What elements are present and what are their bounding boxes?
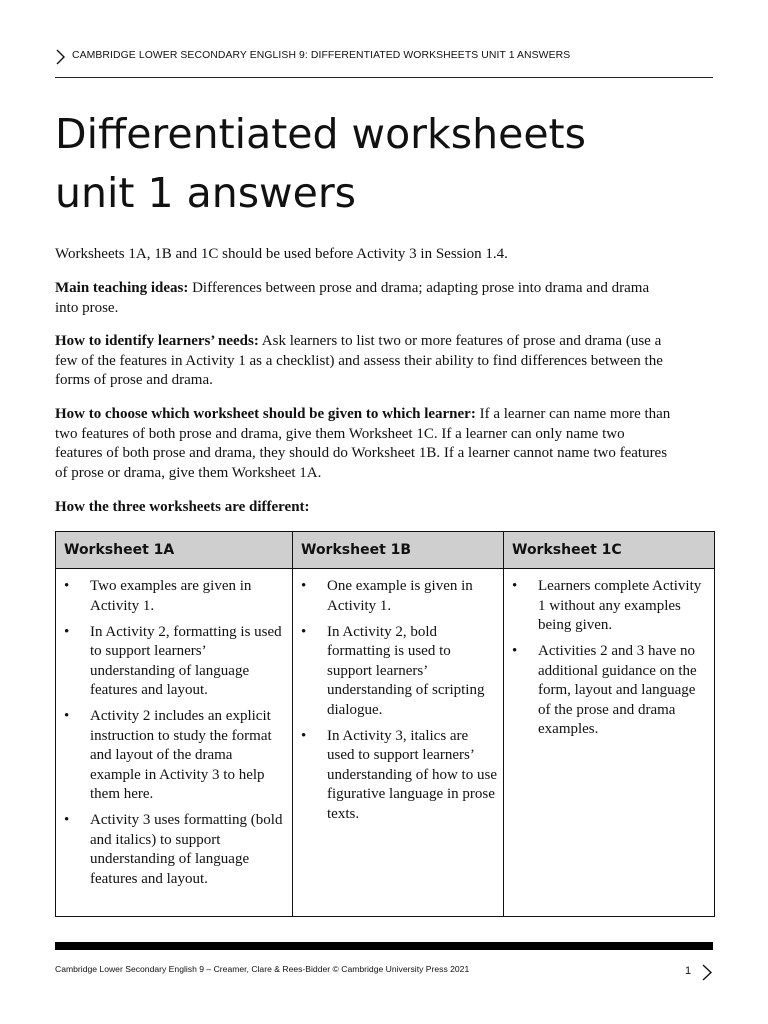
table-row xyxy=(56,569,715,917)
worksheet-1b-list xyxy=(301,577,497,824)
running-title: CAMBRIDGE LOWER SECONDARY ENGLISH 9: DIFFERENTIATED WORKSHEETS UNIT 1 ANSWERS xyxy=(72,50,571,61)
intro-paragraph: Worksheets 1A, 1B and 1C should be used before Activity 3 in Session 1.4. xyxy=(55,246,508,262)
bullet-icon: • xyxy=(301,727,307,744)
identify-needs-paragraph xyxy=(55,332,675,391)
header-worksheet-1a: Worksheet 1A xyxy=(56,532,293,569)
chevron-right-icon[interactable] xyxy=(701,964,713,981)
list-item: • Activities 2 and 3 have no additional guidance on the form, layout and language of the prose and drama examples. xyxy=(512,643,697,737)
bullet-icon: • xyxy=(64,812,70,828)
worksheet-comparison-table xyxy=(55,531,715,917)
list-item: • In Activity 2, formatting is used to support learners’ understanding of language features and layout. xyxy=(64,623,282,698)
page-title-line-1: Differentiated worksheets xyxy=(55,110,586,158)
bullet-icon: • xyxy=(64,623,70,640)
page-title xyxy=(55,105,715,223)
footer-citation: Cambridge Lower Secondary English 9 – Creamer, Clare & Rees-Bidder © Cambridge University Press 2021 xyxy=(55,964,470,974)
chevron-right-icon xyxy=(55,49,67,65)
header-worksheet-1c: Worksheet 1C xyxy=(504,532,715,569)
list-item: • Two examples are given in Activity 1. xyxy=(64,578,252,614)
list-item: • In Activity 3, italics are used to support learners’ understanding of how to use figurative language in prose texts. xyxy=(301,727,497,822)
bullet-icon: • xyxy=(512,643,518,659)
page-title-line-2: unit 1 answers xyxy=(55,169,357,217)
bullet-icon: • xyxy=(301,578,307,594)
bullet-icon: • xyxy=(301,623,307,640)
list-item: • Activity 3 uses formatting (bold and italics) to support understanding of language features and layout. xyxy=(64,812,283,887)
choose-worksheet-label: How to choose which worksheet should be given to which learner: xyxy=(55,406,476,422)
footer-rule xyxy=(55,942,713,950)
choose-worksheet-paragraph xyxy=(55,405,675,483)
worksheet-1c-list xyxy=(512,577,708,740)
list-item: • Learners complete Activity 1 without any examples being given. xyxy=(512,578,702,633)
header-worksheet-1b: Worksheet 1B xyxy=(293,532,504,569)
worksheet-1c-cell xyxy=(504,569,715,917)
table-header-row xyxy=(56,532,715,569)
identify-needs-text: Ask learners to list two or more features of prose and drama (use a few of the features in Activity 1 as a checklist) and assess their ability to find differences between the forms of prose and drama. xyxy=(55,333,663,388)
main-teaching-ideas-paragraph xyxy=(55,279,675,318)
choose-worksheet-text: If a learner can name more than two features of both prose and drama, give them Worksheet 1C. If a learner can only name two features of both prose and drama, they should do Worksheet 1B. If a learner cannot name two features of prose or drama, give them Worksheet 1A. xyxy=(55,406,671,481)
main-teaching-ideas-label: Main teaching ideas: xyxy=(55,280,189,296)
worksheet-1a-list xyxy=(64,577,286,889)
worksheet-1a-cell xyxy=(56,569,293,917)
bullet-icon: • xyxy=(64,708,70,724)
list-item: • Activity 2 includes an explicit instruction to study the format and layout of the drama example in Activity 3 to help them here. xyxy=(64,708,272,802)
running-header xyxy=(55,47,713,78)
main-teaching-ideas-text: Differences between prose and drama; adapting prose into drama and drama into prose. xyxy=(55,280,650,316)
bullet-icon: • xyxy=(64,578,70,594)
identify-needs-label: How to identify learners’ needs: xyxy=(55,333,259,349)
differences-heading: How the three worksheets are different: xyxy=(55,499,310,515)
worksheet-1b-cell xyxy=(293,569,504,917)
page-number: 1 xyxy=(685,965,692,977)
list-item: • In Activity 2, bold formatting is used to support learners’ understanding of scripting dialogue. xyxy=(301,623,485,718)
bullet-icon: • xyxy=(512,578,518,594)
list-item: • One example is given in Activity 1. xyxy=(301,578,473,614)
